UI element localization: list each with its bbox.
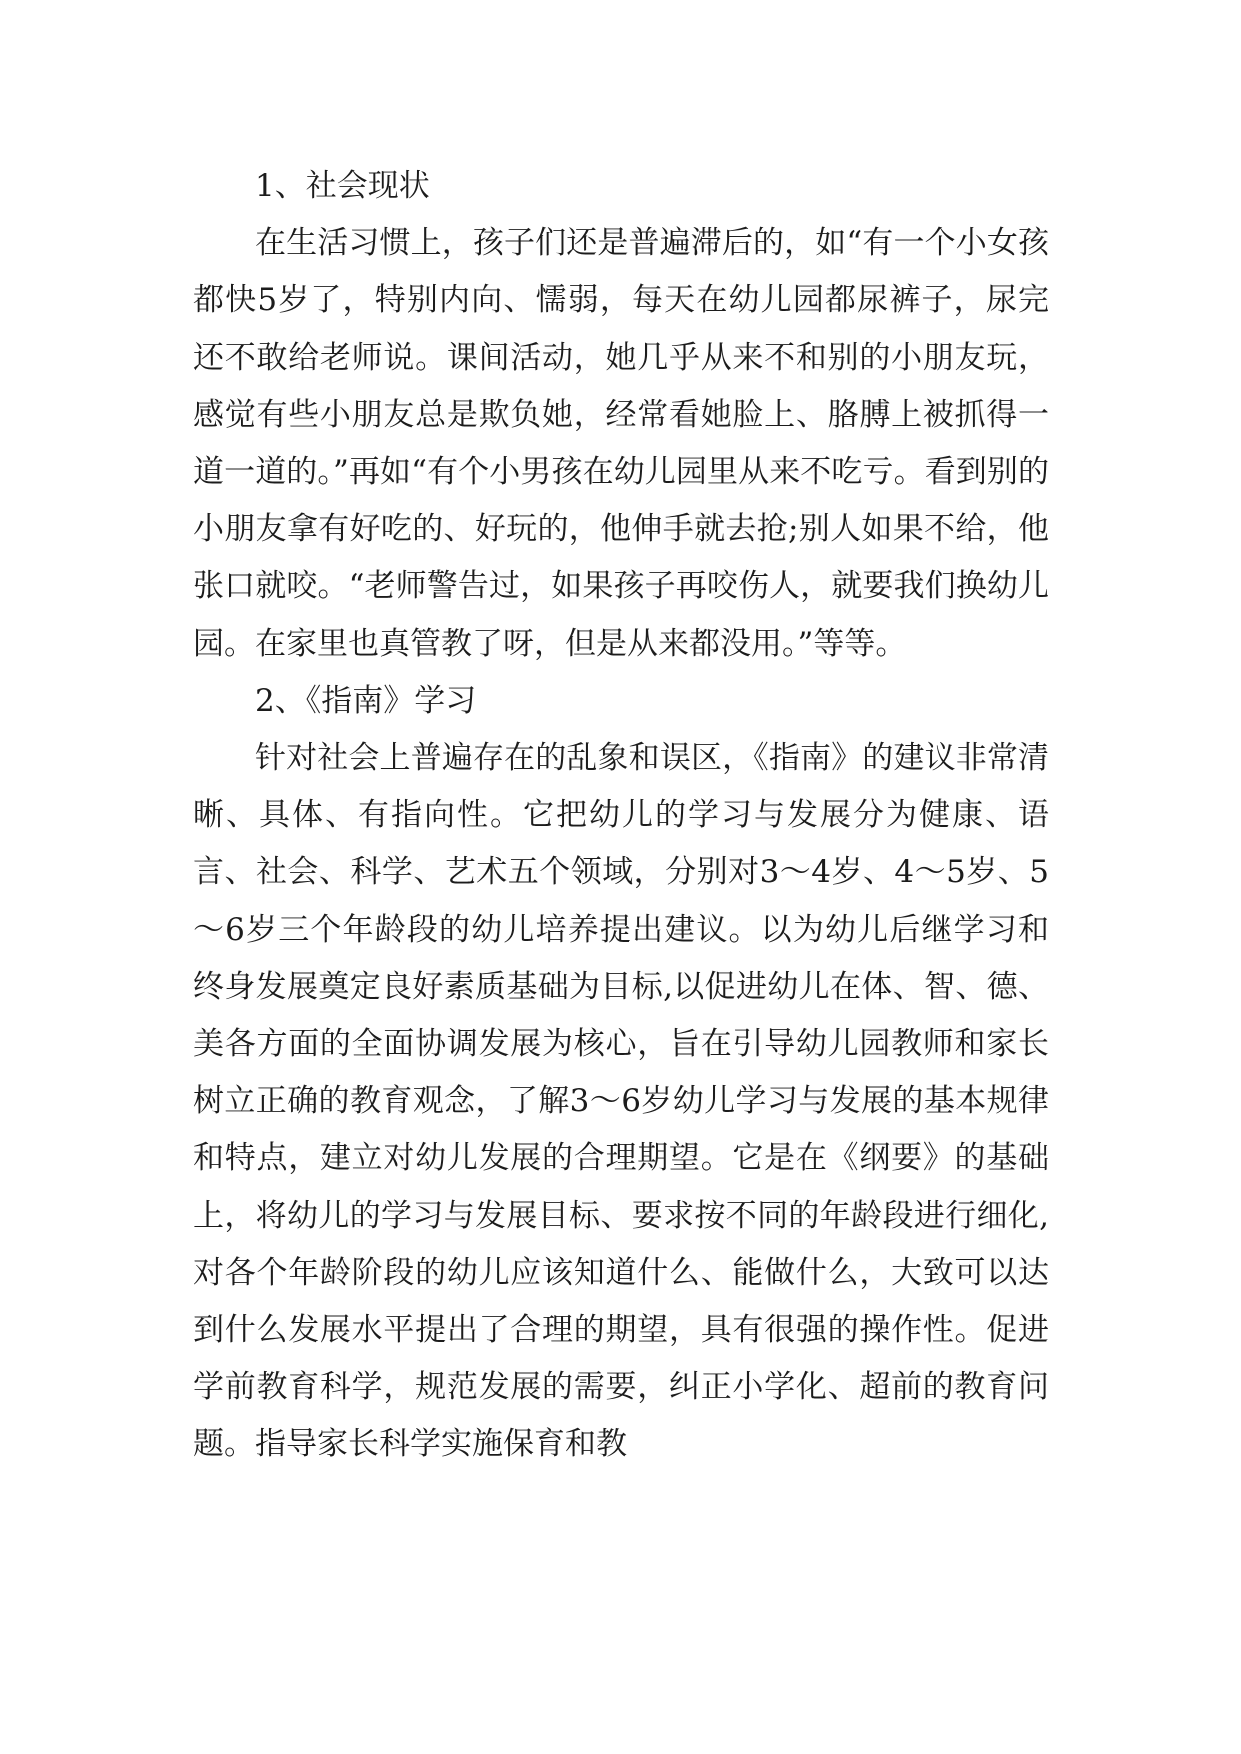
section-heading-guide-study: 2、《指南》学习	[255, 682, 477, 719]
paragraph-guide-study: 针对社会上普遍存在的乱象和误区，《指南》的建议非常清晰、具体、有指向性。它把幼儿的学习与发展分为健康、语言、社会、科学、艺术五个领域，分别对3～4岁、4～5岁、5～6岁三个年龄段的幼儿培养提出建议。以为幼儿后继学习和终身发展奠定良好素质基础为目标,以促进幼儿在体、智、德、美各方面的全面协调发展为核心，旨在引导幼儿园教师和家长树立正确的教育观念，了解3～6岁幼儿学习与发展的基本规律和特点，建立对幼儿发展的合理期望。它是在《纲要》的基础上，将幼儿的学习与发展目标、要求按不同的年龄段进行细化,对各个年龄阶段的幼儿应该知道什么、能做什么，大致可以达到什么发展水平提出了合理的期望，具有很强的操作性。促进学前教育科学，规范发展的需要，纠正小学化、超前的教育问题。指导家长科学实施保育和教	[193, 740, 1049, 1463]
section-heading-social-status: 1、社会现状	[255, 168, 430, 204]
document-body	[193, 158, 1049, 1474]
paragraph-social-status: 在生活习惯上，孩子们还是普遍滞后的，如“有一个小女孩都快5岁了，特别内向、懦弱，每天在幼儿园都尿裤子，尿完还不敢给老师说。课间活动，她几乎从来不和别的小朋友玩，感觉有些小朋友总是欺负她，经常看她脸上、胳膊上被抓得一道一道的。”再如“有个小男孩在幼儿园里从来不吃亏。看到别的小朋友拿有好吃的、好玩的，他伸手就去抢;别人如果不给，他张口就咬。“老师警告过，如果孩子再咬伤人，就要我们换幼儿园。在家里也真管教了呀，但是从来都没用。”等等。	[193, 225, 1049, 662]
